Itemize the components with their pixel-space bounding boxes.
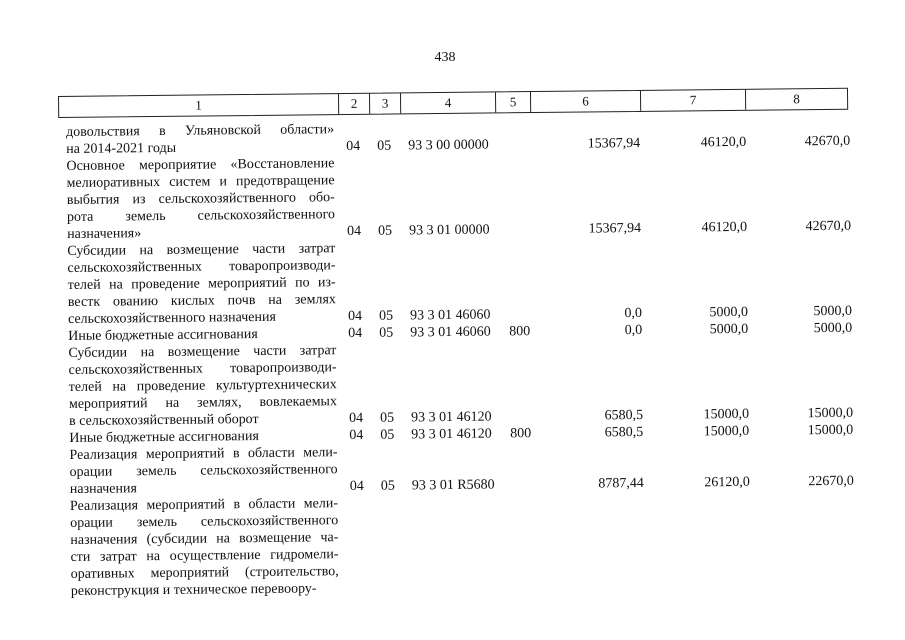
amount-col-8: 42670,0 bbox=[804, 133, 851, 150]
description-line: сельскохозяйственных товаропроизводи- bbox=[68, 360, 337, 378]
description-line: мероприятий на землях, вовлекаемых bbox=[68, 394, 338, 412]
description-line: рота земель сельскохозяйственного bbox=[66, 207, 336, 225]
description-line: телей на проведение мероприятий по из- bbox=[67, 275, 336, 293]
table-row bbox=[66, 150, 867, 243]
row-description bbox=[66, 121, 334, 158]
section-code: 04 bbox=[349, 478, 364, 495]
amount-col-8: 42670,0 bbox=[805, 218, 852, 235]
section-code: 04 bbox=[347, 308, 363, 325]
row-description bbox=[67, 240, 336, 328]
row-description bbox=[69, 444, 338, 498]
description-line: оративных мероприятий (строительство, bbox=[70, 564, 339, 582]
amount-col-6: 6580,5 bbox=[604, 424, 644, 441]
header-col-4: 4 bbox=[401, 92, 496, 113]
amount-col-8: 5000,0 bbox=[813, 320, 853, 337]
description-line: выбытия из сельскохозяйственного обо- bbox=[66, 190, 335, 208]
description-line: сельскохозяйственного назначения bbox=[67, 309, 276, 327]
subsection-code: 05 bbox=[380, 427, 395, 443]
amount-col-8: 15000,0 bbox=[807, 405, 854, 422]
row-description bbox=[66, 155, 335, 243]
amount-col-7: 5000,0 bbox=[709, 304, 749, 321]
table-row bbox=[68, 337, 869, 430]
description-line: реконструкция и техническое перевоору- bbox=[70, 581, 317, 599]
table-row bbox=[70, 490, 871, 600]
header-col-6: 6 bbox=[531, 91, 641, 112]
amount-col-8: 5000,0 bbox=[813, 303, 853, 320]
amount-col-7: 26120,0 bbox=[704, 474, 750, 491]
target-article-code: 93 3 00 00000 bbox=[408, 137, 489, 154]
description-line: Реализация мероприятий в области мели- bbox=[69, 445, 338, 463]
table-row bbox=[67, 235, 868, 328]
target-article-code: 93 3 01 46120 bbox=[411, 409, 492, 426]
table-row bbox=[69, 439, 869, 498]
amount-col-6: 15367,94 bbox=[587, 135, 641, 152]
subsection-code: 05 bbox=[380, 410, 395, 426]
amount-col-7: 46120,0 bbox=[701, 219, 748, 236]
description-line: сельскохозяйственных товаропроизводи- bbox=[67, 258, 336, 276]
amount-col-8: 22670,0 bbox=[808, 473, 854, 490]
header-col-3: 3 bbox=[370, 93, 401, 113]
section-code: 04 bbox=[349, 410, 364, 427]
description-line: мелиоративных систем и предотвращение bbox=[66, 173, 335, 191]
description-line: вестк ованию кислых почв на землях bbox=[67, 292, 336, 310]
target-article-code: 93 3 01 46060 bbox=[410, 324, 491, 341]
amount-col-7: 46120,0 bbox=[700, 134, 747, 151]
amount-col-7: 5000,0 bbox=[709, 321, 749, 338]
description-line: на 2014-2021 годы bbox=[66, 140, 177, 157]
header-col-2: 2 bbox=[339, 94, 370, 114]
description-line: орации земель сельскохозяйственного bbox=[70, 513, 339, 531]
amount-col-6: 6580,5 bbox=[604, 407, 644, 424]
amount-col-7: 15000,0 bbox=[703, 423, 750, 440]
subsection-code: 05 bbox=[380, 478, 395, 494]
header-col-5: 5 bbox=[496, 92, 531, 112]
amount-col-6: 15367,94 bbox=[588, 220, 642, 237]
description-line: Иные бюджетные ассигнования bbox=[69, 428, 259, 446]
target-article-code: 93 3 01 46120 bbox=[411, 426, 492, 443]
description-line: телей на проведение культуртехнических bbox=[68, 377, 337, 395]
header-col-7: 7 bbox=[641, 90, 746, 111]
description-line: Реализация мероприятий в области мели- bbox=[69, 496, 339, 514]
subsection-code: 05 bbox=[378, 223, 393, 239]
section-code: 04 bbox=[347, 223, 362, 240]
description-line: сти затрат на осуществление гидромели- bbox=[70, 547, 339, 565]
amount-col-6: 0,0 bbox=[624, 305, 643, 322]
target-article-code: 93 3 01 R5680 bbox=[411, 477, 495, 494]
table-header-row bbox=[58, 88, 848, 118]
section-code: 04 bbox=[349, 427, 364, 444]
header-col-8: 8 bbox=[793, 91, 800, 107]
amount-col-6: 0,0 bbox=[624, 322, 643, 339]
description-line: в сельскохозяйственный оборот bbox=[69, 411, 259, 429]
description-line: назначения (субсидии на возмещение ча- bbox=[70, 530, 339, 548]
description-line: Субсидии на возмещение части затрат bbox=[68, 343, 337, 361]
target-article-code: 93 3 01 00000 bbox=[409, 222, 490, 239]
section-code: 04 bbox=[348, 325, 363, 342]
description-line: орации земель сельскохозяйственного bbox=[69, 462, 338, 480]
description-line: Основное мероприятие «Восстановление bbox=[66, 156, 335, 174]
section-code: 04 bbox=[346, 138, 361, 155]
description-line: назначения» bbox=[67, 226, 142, 242]
subsection-code: 05 bbox=[379, 325, 394, 341]
description-line: Иные бюджетные ассигнования bbox=[68, 327, 258, 344]
table-body bbox=[66, 116, 871, 640]
expense-type-code: 800 bbox=[510, 426, 532, 442]
target-article-code: 93 3 01 46060 bbox=[409, 307, 491, 324]
amount-col-7: 15000,0 bbox=[703, 406, 750, 423]
row-description bbox=[68, 342, 337, 430]
header-col-1: 1 bbox=[59, 94, 339, 117]
row-description bbox=[70, 495, 339, 600]
subsection-code: 05 bbox=[378, 308, 394, 324]
subsection-code: 05 bbox=[377, 138, 392, 154]
amount-col-8: 15000,0 bbox=[807, 422, 854, 439]
description-line: Субсидии на возмещение части затрат bbox=[67, 241, 336, 259]
page-number: 438 bbox=[434, 50, 456, 65]
amount-col-6: 8787,44 bbox=[598, 475, 644, 492]
description-line: довольствия в Ульяновской области» bbox=[66, 122, 335, 140]
description-line: назначения bbox=[69, 481, 137, 497]
expense-type-code: 800 bbox=[509, 324, 531, 340]
